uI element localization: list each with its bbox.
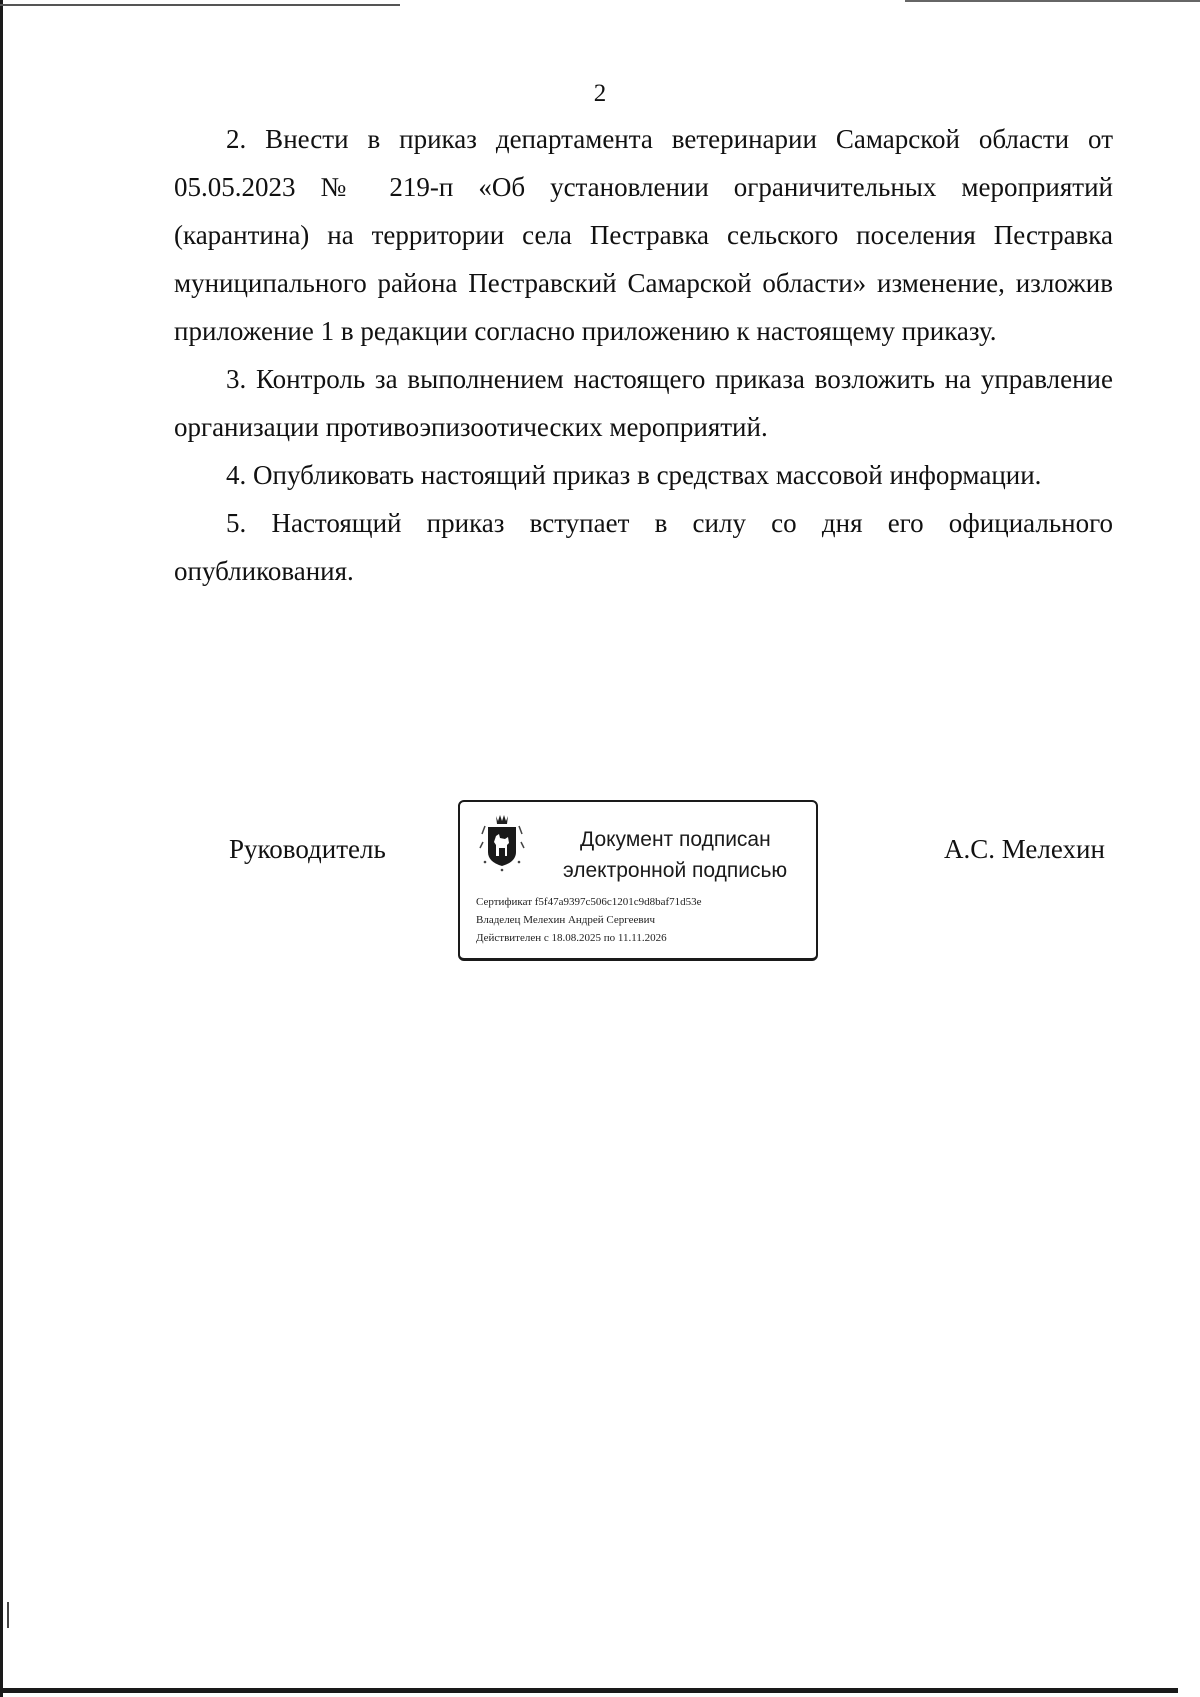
page-number: 2 xyxy=(593,80,607,107)
paragraph-2: 2. Внести в приказ департамента ветеринарии Самарской области от 05.05.2023 № 219-п «Об установлении ограничительных мероприятий (карантина) на территории села Пестравка сельского поселения Пестравка муниципального района Пестравский Самарской области» изменение, изложив приложение 1 в редакции согласно приложению к настоящему приказу. xyxy=(174,124,1113,346)
signer-position: Руководитель xyxy=(229,834,386,864)
samara-coat-of-arms-icon xyxy=(479,812,525,872)
stamp-validity: Действителен с 18.08.2025 по 11.11.2026 xyxy=(476,932,667,944)
scan-edge-bottom xyxy=(0,1688,1178,1693)
scan-edge-top-left xyxy=(0,4,400,6)
paragraph-5: 5. Настоящий приказ вступает в силу со дня его официального опубликования. xyxy=(174,508,1113,586)
stamp-signature-label: электронной подписью xyxy=(563,859,788,882)
signer-name: А.С. Мелехин xyxy=(944,834,1105,864)
scan-edge-mark xyxy=(7,1602,9,1628)
document-body xyxy=(174,115,1113,595)
scan-edge-top-right xyxy=(905,0,1200,2)
paragraph-3: 3. Контроль за выполнением настоящего приказа возложить на управление организации противоэпизоотических мероприятий. xyxy=(174,364,1113,442)
stamp-signed-label: Документ подписан xyxy=(580,828,771,851)
stamp-certificate: Сертификат f5f47a9397c506c1201c9d8baf71d53e xyxy=(476,896,702,908)
stamp-owner: Владелец Мелехин Андрей Сергеевич xyxy=(476,914,656,926)
paragraph-4: 4. Опубликовать настоящий приказ в средствах массовой информации. xyxy=(226,460,1042,490)
electronic-signature-stamp xyxy=(458,800,818,961)
signature-block xyxy=(0,800,1200,970)
